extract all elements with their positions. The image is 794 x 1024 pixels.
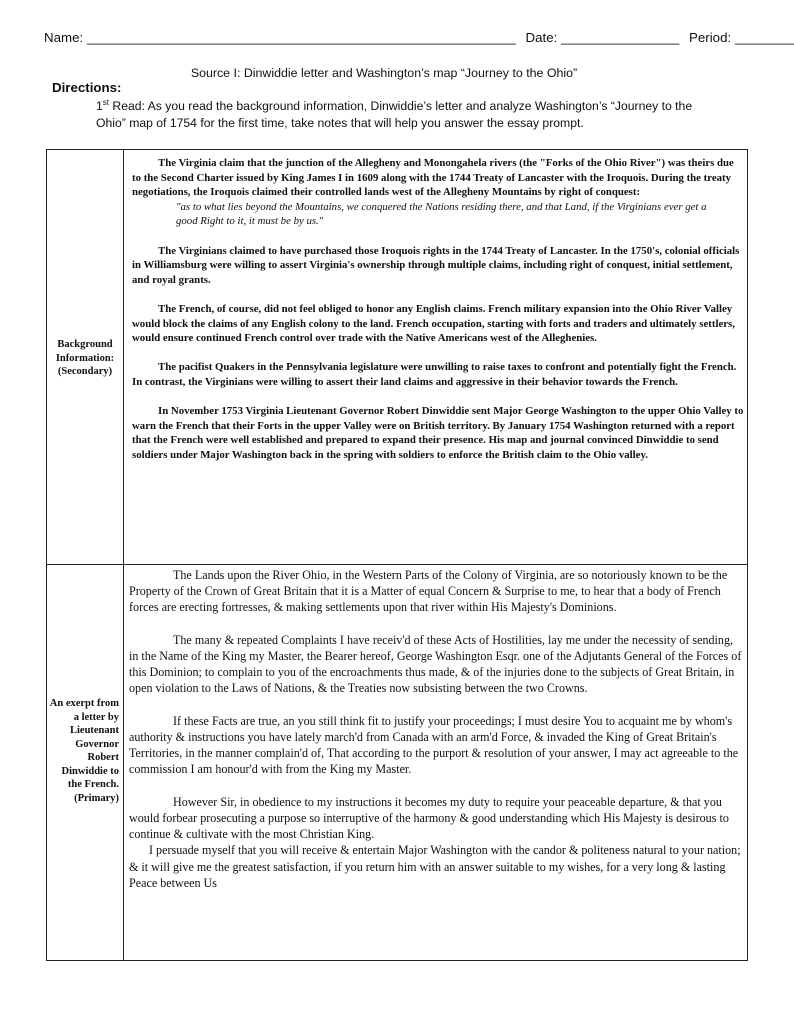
letter-text (129, 567, 744, 891)
name-blank[interactable]: __________________________________________________________ (86, 30, 516, 45)
excerpt-text-cell (124, 565, 747, 961)
background-label-cell (47, 150, 124, 564)
letter-paragraph-2: The many & repeated Complaints I have receiv'd of these Acts of Hostilities, lay me under the necessity of sending, in the Name of the King my Master, the Bearer hereof, George Washington Esqr. one of the Adjutants General of the Forces of this Dominion; to complain to you of the encroachments thus made, & of the injuries done to the subjects of Great Britain, in open violation to the Laws of Nations, & the Treaties now subsisting between the two Crowns. (129, 632, 742, 696)
first-read-superscript: st (102, 97, 110, 107)
first-read-text: Read: As you read the background information, Dinwiddie’s letter and analyze Washington’s “Journey to the (109, 99, 693, 113)
background-paragraph-4: The pacifist Quakers in the Pennsylvania legislature were unwilling to raise taxes to confront and potentially fight the French. In contrast, the Virginians were willing to assert their land claims and aggressive in their behavior towards the French. (132, 361, 737, 388)
source-table (46, 149, 748, 961)
iroquois-quote: "as to what lies beyond the Mountains, we conquered the Nations residing there, and that Land, if the Virginians ever get a good Right to it, it must be by us." (176, 200, 707, 228)
background-text (132, 156, 744, 477)
period-label: Period: (689, 30, 732, 45)
background-row (47, 150, 747, 565)
excerpt-label-cell (47, 565, 124, 961)
letter-paragraph-5: I persuade myself that you will receive & entertain Major Washington with the candor & politeness natural to your nation; & it will give me the greatest satisfaction, if you return him with an answer suitable to my wishes, for a very long & lasting Peace between Us (129, 843, 741, 890)
background-paragraph-1: The Virginia claim that the junction of the Allegheny and Monongahela rivers (the "Forks of the Ohio River") was theirs due to the Second Charter issued by King James I in 1609 along with the 1744 Treaty of Lancaster with the Iroquois. During the treaty negotiations, the Iroquois claimed their controlled lands west of the Allegheny Mountains by right of conquest: (132, 157, 734, 199)
period-blank[interactable]: ________ (734, 30, 794, 45)
excerpt-label: An exerpt from a letter by Lieutenant Governor Robert Dinwiddie to the French. (Primary) (49, 698, 119, 804)
source-title: Source I: Dinwiddie letter and Washington’s map “Journey to the Ohio” (190, 66, 578, 80)
date-blank[interactable]: ________________ (561, 30, 680, 45)
name-label: Name: (44, 30, 84, 45)
letter-excerpt-row (47, 565, 747, 961)
background-paragraph-5: In November 1753 Virginia Lieutenant Governor Robert Dinwiddie sent Major George Washington to the upper Ohio Valley to warn the French that their Forts in the upper Valley were on British territory. By January 1754 Washington returned with a report that the French were well established and prepared to expand their presence. His map and journal convinced Dinwiddie to send soldiers under Major Washington back in the spring with soldiers to enforce the British claim to the Ohio valley. (132, 405, 744, 461)
letter-paragraph-4: However Sir, in obedience to my instructions it becomes my duty to require your peaceable departure, & that you would forbear prosecuting a purpose so interruptive of the harmony & good understanding which His Majesty is desirous to continue & cultivate with the most Christian King. (129, 794, 729, 842)
date-label: Date: (525, 30, 558, 45)
first-read-number: 1 (96, 99, 103, 113)
background-paragraph-3: The French, of course, did not feel obliged to honor any English claims. French military expansion into the Ohio River Valley would block the claims of any English colony to the land. French occupation, starting with forts and traders and ultimately settlers, would ensure continued French control over trade with the Native Americans west of the Alleghenies. (132, 302, 735, 345)
background-label: Background Information: (Secondary) (55, 339, 115, 377)
first-read-instructions (96, 98, 756, 132)
letter-paragraph-3: If these Facts are true, an you still think fit to justify your proceedings; I must desire You to acquaint me by whom's authority & instructions you have lately march'd from Canada with an arm'd Force, & invaded the King of Great Britain's Territories, in the manner complain'd of, That according to the purport & resolution of your answer, I may act agreeable to the commission I am honour'd with from the King my Master. (129, 713, 739, 777)
letter-paragraph-1: The Lands upon the River Ohio, in the Western Parts of the Colony of Virginia, are so notoriously known to be the Property of the Crown of Great Britain that it is a Matter of equal Concern & Surprise to me, to hear that a body of French forces are erecting fortresses, & making settlements upon that river within His Majesty's Dominions. (129, 568, 728, 615)
student-info-header (44, 30, 794, 45)
background-paragraph-2: The Virginians claimed to have purchased those Iroquois rights in the 1744 Treaty of Lancaster. In the 1750's, colonial officials in Williamsburg were willing to assert Virginia's ownership through multiple claims, including right of conquest, initial settlement, and royal grants. (132, 244, 740, 286)
background-text-cell (124, 150, 747, 564)
directions-heading: Directions: (52, 80, 122, 95)
first-read-text-continued: Ohio” map of 1754 for the first time, take notes that will help you answer the essay prompt. (96, 116, 584, 130)
